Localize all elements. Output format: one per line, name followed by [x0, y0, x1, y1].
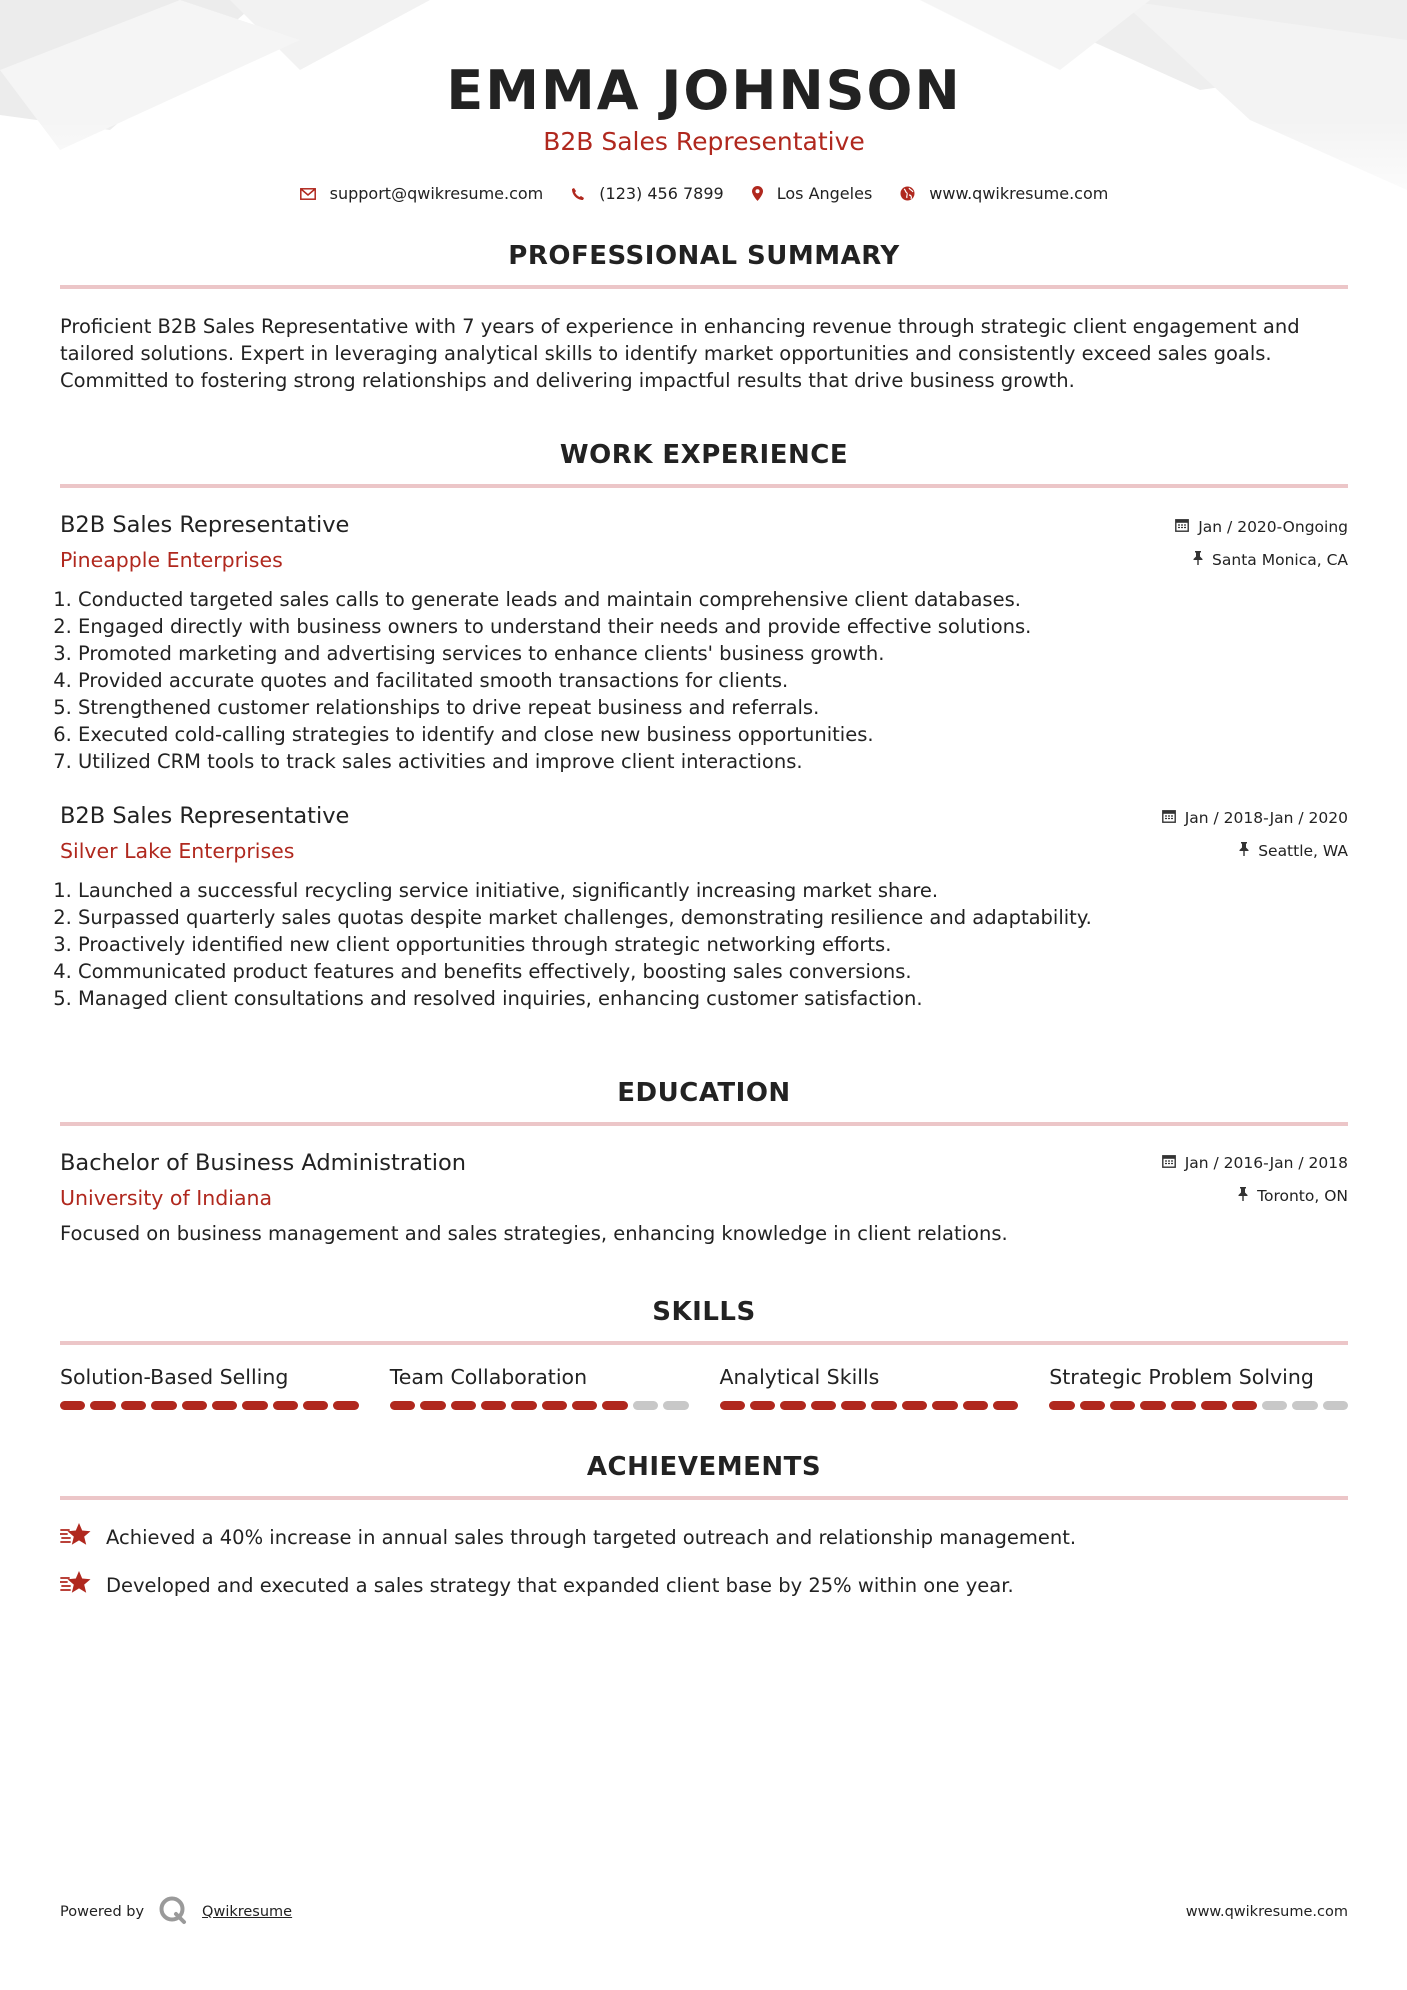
degree-title: Bachelor of Business Administration [60, 1150, 466, 1176]
list-item: 5. Strengthened customer relationships to drive repeat business and referrals. [78, 694, 1348, 721]
summary-heading: PROFESSIONAL SUMMARY [508, 241, 900, 271]
map-pin-icon [752, 186, 763, 201]
skill-segment-filled [212, 1401, 237, 1410]
qwikresume-logo-icon [158, 1895, 188, 1929]
summary-section [60, 239, 1348, 394]
skill-segment-empty [663, 1401, 688, 1410]
job-entry [60, 801, 1348, 1012]
candidate-title: B2B Sales Representative [543, 127, 865, 156]
qwikresume-link[interactable]: Qwikresume [202, 1904, 293, 1920]
contact-phone[interactable] [571, 184, 723, 203]
skill-segment-filled [60, 1401, 85, 1410]
skill-segment-filled [151, 1401, 176, 1410]
skill-segment-filled [841, 1401, 866, 1410]
skill-rating-bar [60, 1401, 359, 1410]
achievement-item [60, 1570, 1348, 1601]
skill-name: Solution-Based Selling [60, 1365, 289, 1389]
skill-item [720, 1363, 1019, 1410]
job-title: B2B Sales Representative [60, 803, 350, 829]
job-meta [1162, 801, 1348, 865]
skill-segment-filled [572, 1401, 597, 1410]
skill-segment-filled [902, 1401, 927, 1410]
skill-segment-filled [963, 1401, 988, 1410]
skill-item [1049, 1363, 1348, 1410]
skill-item [60, 1363, 359, 1410]
calendar-icon [1175, 516, 1189, 538]
skill-segment-empty [633, 1401, 658, 1410]
skill-item [390, 1363, 689, 1410]
list-item: 6. Executed cold-calling strategies to identify and close new business opportunities. [78, 721, 1348, 748]
job-bullets [60, 877, 1348, 1012]
achievements-heading: ACHIEVEMENTS [586, 1452, 822, 1482]
globe-icon [900, 186, 915, 201]
skill-segment-filled [451, 1401, 476, 1410]
skill-segment-empty [1262, 1401, 1287, 1410]
skill-segment-filled [932, 1401, 957, 1410]
job-location: Santa Monica, CA [1212, 551, 1348, 569]
education-heading: EDUCATION [617, 1078, 791, 1108]
education-meta [1162, 1148, 1348, 1212]
skills-list [60, 1363, 1348, 1410]
powered-by [60, 1895, 292, 1929]
skill-name: Team Collaboration [389, 1365, 588, 1389]
star-award-icon [60, 1570, 92, 1601]
education-dates: Jan / 2016-Jan / 2018 [1184, 1154, 1348, 1172]
experience-section [60, 438, 1348, 1012]
section-divider [60, 1122, 1348, 1126]
contact-website-text: www.qwikresume.com [929, 184, 1109, 203]
skill-segment-filled [242, 1401, 267, 1410]
skill-segment-filled [871, 1401, 896, 1410]
section-divider [60, 1341, 1348, 1345]
education-section [60, 1076, 1348, 1247]
contact-location [752, 184, 873, 203]
job-bullets [60, 586, 1348, 775]
achievement-text: Achieved a 40% increase in annual sales through targeted outreach and relationship management. [106, 1526, 1077, 1549]
list-item: 4. Communicated product features and benefits effectively, boosting sales conversions. [78, 958, 1348, 985]
calendar-icon [1162, 807, 1176, 829]
candidate-name: EMMA JOHNSON [446, 59, 962, 122]
resume-header [60, 0, 1348, 203]
skill-segment-filled [182, 1401, 207, 1410]
skill-segment-filled [481, 1401, 506, 1410]
skill-segment-filled [780, 1401, 805, 1410]
skill-segment-empty [1323, 1401, 1348, 1410]
contact-bar [60, 184, 1348, 203]
skills-section [60, 1295, 1348, 1410]
summary-line: Committed to fostering strong relationships and delivering impactful results that drive business growth. [60, 369, 1075, 392]
skill-segment-filled [750, 1401, 775, 1410]
skill-name: Analytical Skills [719, 1365, 880, 1389]
list-item: 5. Managed client consultations and resolved inquiries, enhancing customer satisfaction. [78, 985, 1348, 1012]
skill-segment-filled [1201, 1401, 1226, 1410]
skill-segment-filled [542, 1401, 567, 1410]
job-company: Pineapple Enterprises [60, 548, 283, 572]
skill-segment-filled [273, 1401, 298, 1410]
contact-website[interactable] [900, 184, 1108, 203]
summary-line: tailored solutions. Expert in leveraging analytical skills to identify market opportunities and consistently exceed sales goals. [60, 342, 1272, 365]
summary-line: Proficient B2B Sales Representative with 7 years of experience in enhancing revenue through strategic client engagement and [60, 315, 1300, 338]
education-entry [60, 1148, 1348, 1247]
section-divider [60, 484, 1348, 488]
skill-rating-bar [1049, 1401, 1348, 1410]
job-entry [60, 510, 1348, 775]
list-item: 1. Launched a successful recycling service initiative, significantly increasing market share. [78, 877, 1348, 904]
skill-segment-filled [720, 1401, 745, 1410]
job-dates: Jan / 2018-Jan / 2020 [1184, 809, 1348, 827]
section-divider [60, 1496, 1348, 1500]
powered-by-label: Powered by [60, 1904, 145, 1920]
skill-segment-filled [1232, 1401, 1257, 1410]
skill-segment-filled [333, 1401, 358, 1410]
resume-footer [60, 1895, 1348, 1929]
contact-email[interactable] [300, 184, 544, 203]
pushpin-icon [1238, 1185, 1248, 1207]
education-location: Toronto, ON [1257, 1187, 1348, 1205]
job-title: B2B Sales Representative [60, 512, 350, 538]
job-location: Seattle, WA [1258, 842, 1348, 860]
list-item: 4. Provided accurate quotes and facilitated smooth transactions for clients. [78, 667, 1348, 694]
pushpin-icon [1239, 840, 1249, 862]
skill-segment-filled [511, 1401, 536, 1410]
skill-segment-filled [1080, 1401, 1105, 1410]
section-divider [60, 285, 1348, 289]
skill-segment-filled [1049, 1401, 1074, 1410]
school-name: University of Indiana [60, 1186, 273, 1210]
star-award-icon [60, 1522, 92, 1553]
skill-segment-filled [1110, 1401, 1135, 1410]
list-item: 2. Engaged directly with business owners to understand their needs and provide effective solutions. [78, 613, 1348, 640]
education-description: Focused on business management and sales strategies, enhancing knowledge in client relations. [60, 1222, 1008, 1245]
skill-segment-filled [90, 1401, 115, 1410]
summary-text [60, 313, 1348, 394]
skill-rating-bar [390, 1401, 689, 1410]
phone-icon [571, 187, 585, 201]
skill-segment-filled [390, 1401, 415, 1410]
pushpin-icon [1193, 549, 1203, 571]
skill-segment-filled [121, 1401, 146, 1410]
list-item: 3. Proactively identified new client opportunities through strategic networking efforts. [78, 931, 1348, 958]
skill-segment-filled [993, 1401, 1018, 1410]
calendar-icon [1162, 1152, 1176, 1174]
skill-segment-filled [811, 1401, 836, 1410]
list-item: 2. Surpassed quarterly sales quotas despite market challenges, demonstrating resilience and adaptability. [78, 904, 1348, 931]
contact-phone-text: (123) 456 7899 [599, 184, 724, 203]
skill-rating-bar [720, 1401, 1019, 1410]
skill-segment-filled [303, 1401, 328, 1410]
list-item: 1. Conducted targeted sales calls to generate leads and maintain comprehensive client databases. [78, 586, 1348, 613]
achievement-item [60, 1522, 1348, 1553]
skills-heading: SKILLS [652, 1297, 756, 1327]
achievements-section [60, 1450, 1348, 1601]
footer-website[interactable]: www.qwikresume.com [1185, 1904, 1348, 1920]
contact-email-text: support@qwikresume.com [329, 184, 544, 203]
skill-segment-filled [1171, 1401, 1196, 1410]
experience-heading: WORK EXPERIENCE [559, 440, 849, 470]
job-dates: Jan / 2020-Ongoing [1198, 518, 1348, 536]
job-meta [1175, 510, 1348, 574]
skill-name: Strategic Problem Solving [1049, 1365, 1314, 1389]
skill-segment-filled [602, 1401, 627, 1410]
achievement-text: Developed and executed a sales strategy that expanded client base by 25% within one year. [106, 1574, 1014, 1597]
job-company: Silver Lake Enterprises [60, 839, 295, 863]
skill-segment-empty [1292, 1401, 1317, 1410]
list-item: 3. Promoted marketing and advertising services to enhance clients' business growth. [78, 640, 1348, 667]
contact-location-text: Los Angeles [776, 184, 873, 203]
resume-page [60, 0, 1348, 1601]
skill-segment-filled [420, 1401, 445, 1410]
skill-segment-filled [1140, 1401, 1165, 1410]
envelope-icon [300, 188, 316, 200]
list-item: 7. Utilized CRM tools to track sales activities and improve client interactions. [78, 748, 1348, 775]
